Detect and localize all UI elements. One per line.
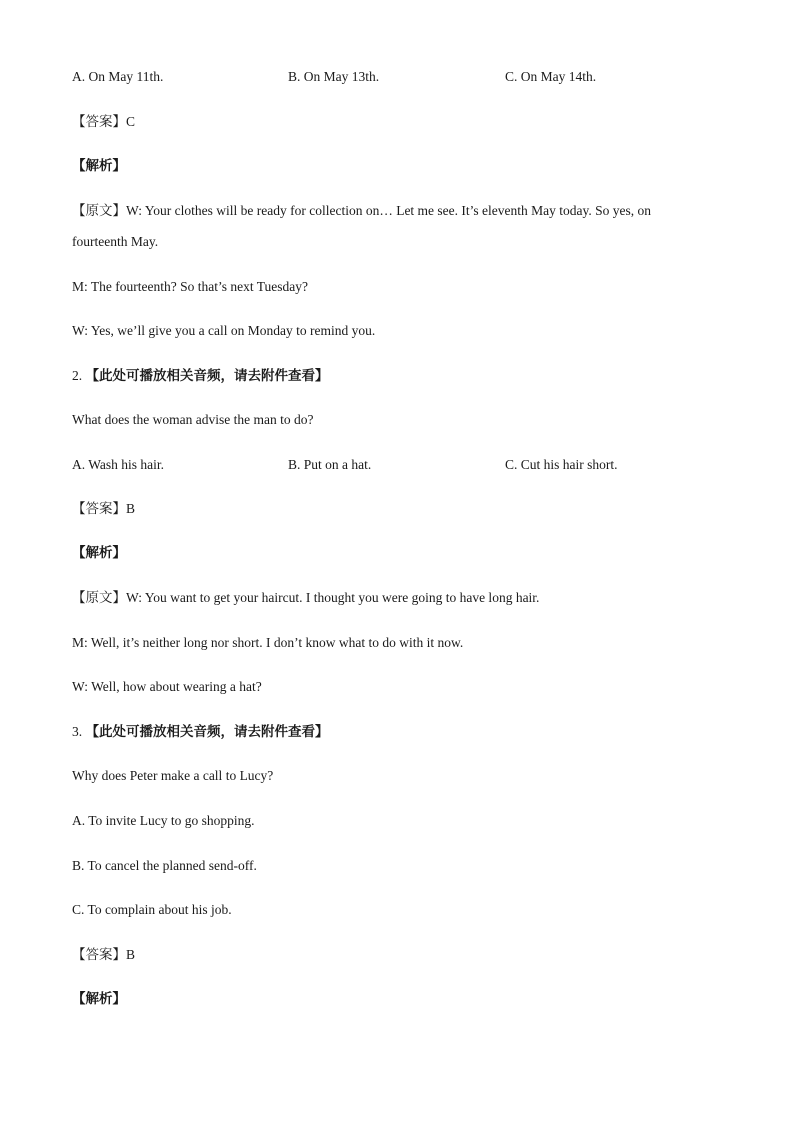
q3-option-a: A. To invite Lucy to go shopping. [72, 813, 255, 828]
q1-analysis-label: 【解析】 [72, 158, 126, 174]
q1-script-line1 [72, 202, 651, 220]
q2-script-line3: W: Well, how about wearing a hat? [72, 679, 262, 694]
q2-option-a: A. Wash his hair. [72, 457, 165, 472]
q1-script-line2: M: The fourteenth? So that’s next Tuesday? [72, 279, 308, 294]
q2-audio-note: 【此处可播放相关音频，请去附件查看】 [85, 368, 329, 384]
q2-script-line1 [72, 589, 539, 607]
q1-option-c: C. On May 14th. [505, 69, 597, 84]
q3-header [72, 723, 329, 741]
q2-answer [72, 500, 135, 518]
q1-script-line1-cont: fourteenth May. [72, 234, 159, 249]
q2-option-b: B. Put on a hat. [288, 457, 372, 472]
q1-script-line3: W: Yes, we’ll give you a call on Monday to remind you. [72, 323, 376, 338]
q2-number: 2. [72, 368, 83, 383]
q3-option-b: B. To cancel the planned send-off. [72, 858, 257, 873]
q2-analysis-label: 【解析】 [72, 545, 126, 561]
q3-analysis-label: 【解析】 [72, 991, 126, 1007]
answer-label: 【答案】 [72, 114, 126, 130]
q3-question: Why does Peter make a call to Lucy? [72, 768, 274, 783]
q1-option-a: A. On May 11th. [72, 69, 164, 84]
q3-option-c: C. To complain about his job. [72, 902, 232, 917]
q1-option-b: B. On May 13th. [288, 69, 380, 84]
q2-question: What does the woman advise the man to do? [72, 412, 314, 427]
q3-number: 3. [72, 724, 83, 739]
q3-answer [72, 946, 135, 964]
script-text: W: You want to get your haircut. I thought you were going to have long hair. [126, 590, 540, 605]
q2-option-c: C. Cut his hair short. [505, 457, 618, 472]
q3-audio-note: 【此处可播放相关音频，请去附件查看】 [85, 724, 329, 740]
answer-value: C [126, 114, 136, 129]
q2-script-line2: M: Well, it’s neither long nor short. I don’t know what to do with it now. [72, 635, 464, 650]
answer-label: 【答案】 [72, 947, 126, 963]
script-text: W: Your clothes will be ready for collection on… Let me see. It’s eleventh May today. So yes, on [126, 203, 652, 218]
script-label: 【原文】 [72, 590, 126, 606]
q2-header [72, 367, 329, 385]
answer-value: B [126, 947, 136, 962]
answer-label: 【答案】 [72, 501, 126, 517]
q1-answer [72, 113, 135, 131]
script-label: 【原文】 [72, 203, 126, 219]
answer-value: B [126, 501, 136, 516]
